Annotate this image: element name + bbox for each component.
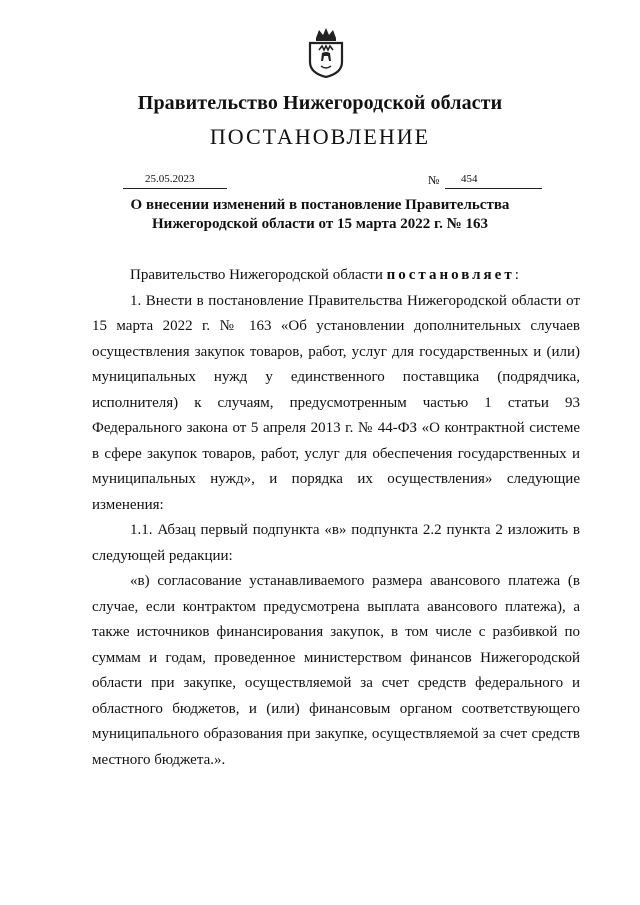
preamble-suffix: : [514,267,519,283]
preamble-paragraph [92,263,580,289]
document-number: 454 [461,173,478,185]
number-sign: № [428,173,440,187]
preamble-prefix: Правительство Нижегородской области [130,267,383,283]
paragraph-1-1: 1.1. Абзац первый подпункта «в» подпункта 2.2 пункта 2 изложить в следующей редакции: [92,522,580,564]
document-date: 25.05.2023 [145,173,195,185]
subject-line-1: О внесении изменений в постановление Правительства [130,197,510,213]
number-field [445,172,542,189]
date-field [123,172,227,189]
paragraph-quote: «в) согласование устанавливаемого размера авансового платежа (в случае, если контрактом предусмотрена выплата авансового платежа), а также источников финансирования закупок, в том числе с разбивкой по суммам и годам, проведенное министерством финансов Нижегородской области при закупке, осуществляемой за счет средств федерального и областного бюджетов, и (или) финансовым органом соответствующего муниципального образования при закупке, осуществляемой за счет средств местного бюджета.». [92,573,580,768]
document-body [92,263,580,773]
document-type: ПОСТАНОВЛЕНИЕ [209,124,431,149]
subject-line-2: Нижегородской области от 15 марта 2022 г. № 163 [152,216,488,232]
coat-of-arms-icon [304,26,348,78]
document-subject [0,196,640,234]
paragraph-1: 1. Внести в постановление Правительства Нижегородской области от 15 марта 2022 г. № 163 «Об установлении дополнительных случаев осуществления закупок товаров, работ, услуг для государственных и (или) муниципальных нужд у единственного поставщика (подрядчика, исполнителя) к случаям, предусмотренным частью 1 статьи 93 Федерального закона от 5 апреля 2013 г. № 44-ФЗ «О контрактной системе в сфере закупок товаров, работ, услуг для обеспечения государственных и муниципальных нужд», и порядка их осуществления» следующие изменения: [92,292,580,513]
preamble-keyword: постановляет [386,267,515,283]
organization-name: Правительство Нижегородской области [137,92,503,114]
